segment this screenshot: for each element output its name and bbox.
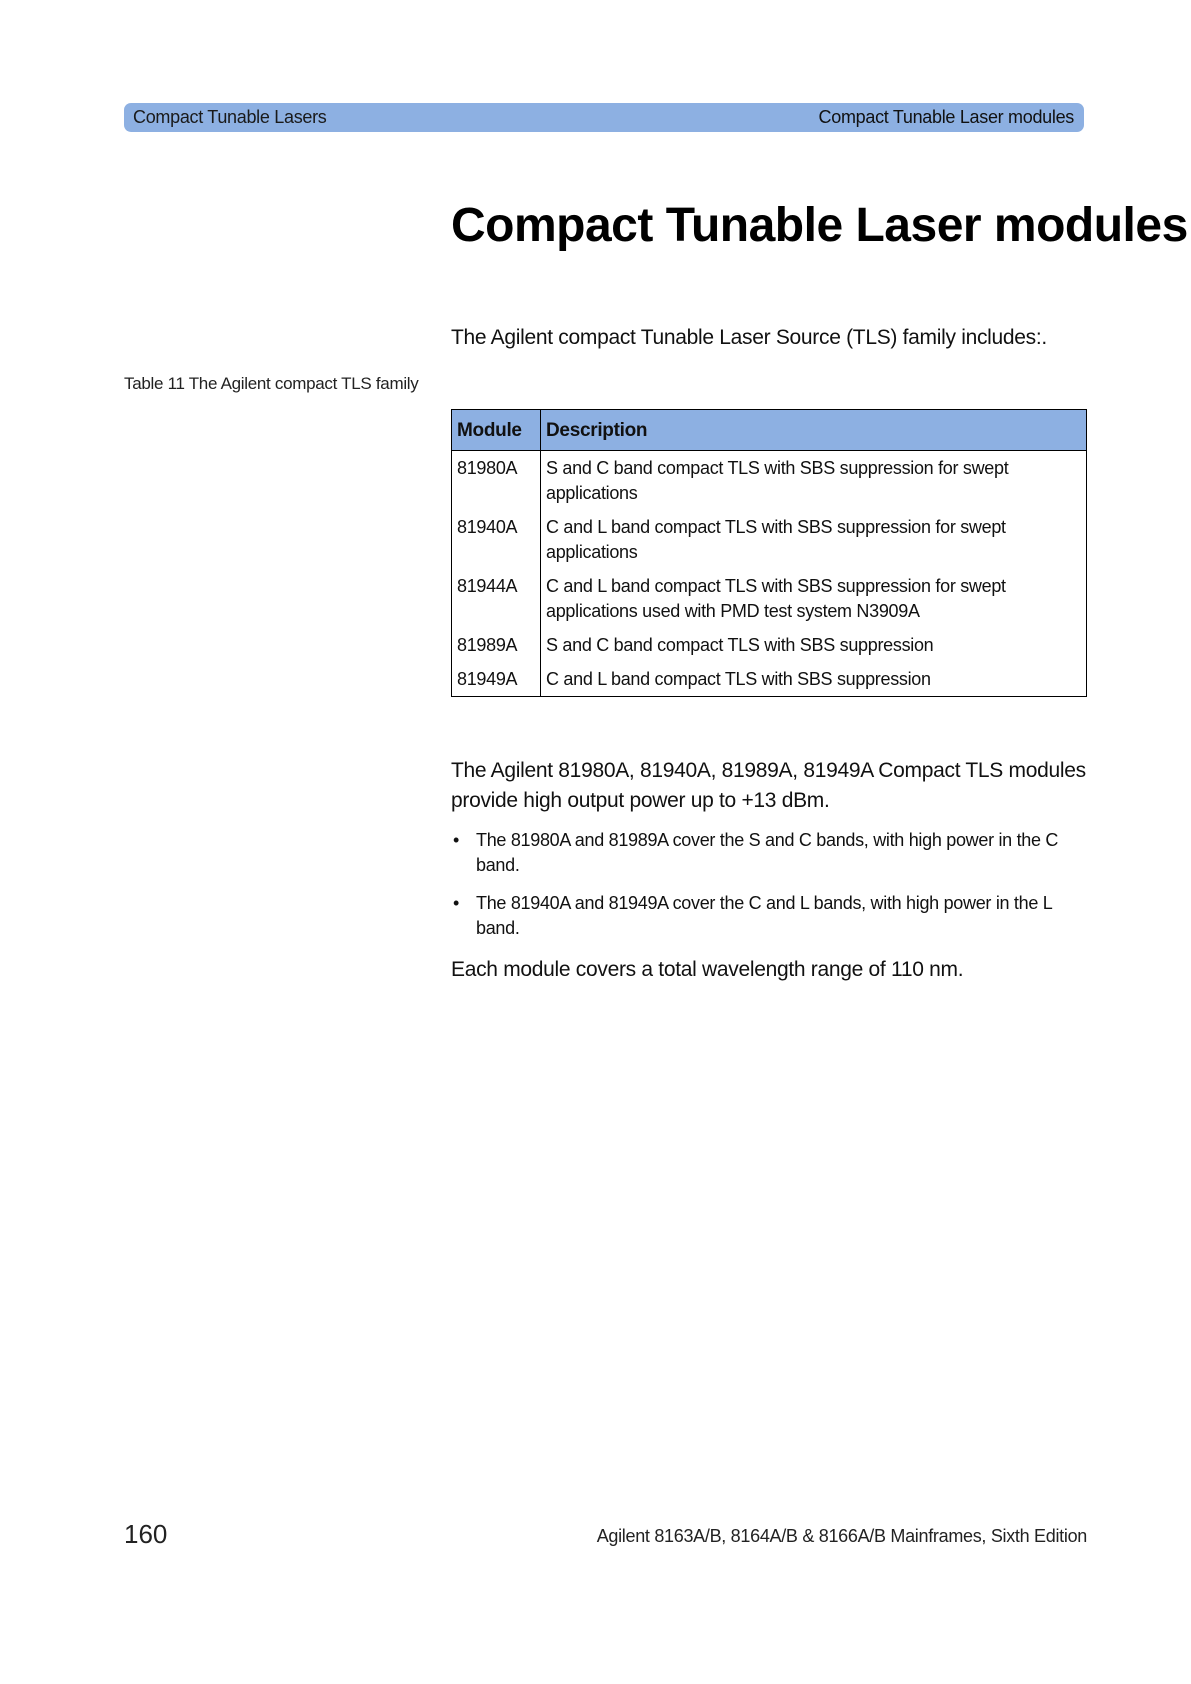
table-cell-module: 81980A <box>452 451 541 511</box>
bullet-icon: • <box>453 830 460 850</box>
table-header-row <box>452 410 1087 451</box>
running-header-chapter: Compact Tunable Lasers <box>133 107 327 127</box>
list-item-text: The 81940A and 81949A cover the C and L bands, with high power in the L band. <box>476 893 1052 938</box>
table-cell-module: 81949A <box>452 662 541 697</box>
table-cell-description: S and C band compact TLS with SBS suppression for swept applications <box>546 458 1009 503</box>
wavelength-range-paragraph: Each module covers a total wavelength range of 110 nm. <box>451 958 964 981</box>
table-row <box>452 510 1087 569</box>
table-row <box>452 451 1087 511</box>
page-title: Compact Tunable Laser modules <box>451 199 1188 252</box>
table-cell-module: 81944A <box>452 569 541 628</box>
list-item <box>451 828 1091 878</box>
table-caption: Table 11 The Agilent compact TLS family <box>124 374 419 393</box>
tls-family-table <box>451 409 1087 697</box>
bullet-icon: • <box>453 893 460 913</box>
table-row <box>452 628 1087 662</box>
table-cell-description: S and C band compact TLS with SBS suppression <box>546 635 934 655</box>
table-cell-module: 81940A <box>452 510 541 569</box>
page-number: 160 <box>124 1519 168 1549</box>
table-cell-description: C and L band compact TLS with SBS suppression <box>546 669 931 689</box>
running-header-bar <box>124 103 1084 132</box>
footer-document-title: Agilent 8163A/B, 8164A/B & 8166A/B Mainframes, Sixth Edition <box>596 1526 1087 1546</box>
band-coverage-list <box>451 828 1091 954</box>
running-header-section: Compact Tunable Laser modules <box>818 107 1074 127</box>
list-item <box>451 891 1091 941</box>
output-power-paragraph: The Agilent 81980A, 81940A, 81989A, 81949A Compact TLS modules provide high output power up to +13 dBm. <box>451 759 1086 812</box>
table-cell-description: C and L band compact TLS with SBS suppression for swept applications <box>546 517 1006 562</box>
table-header-module: Module <box>452 410 541 451</box>
list-item-text: The 81980A and 81989A cover the S and C bands, with high power in the C band. <box>476 830 1059 875</box>
table-row <box>452 662 1087 697</box>
table-row <box>452 569 1087 628</box>
table-cell-module: 81989A <box>452 628 541 662</box>
table-cell-description: C and L band compact TLS with SBS suppression for swept applications used with PMD test system N3909A <box>546 576 1006 621</box>
table-header-description: Description <box>541 410 1087 451</box>
intro-paragraph: The Agilent compact Tunable Laser Source (TLS) family includes:. <box>451 326 1047 349</box>
